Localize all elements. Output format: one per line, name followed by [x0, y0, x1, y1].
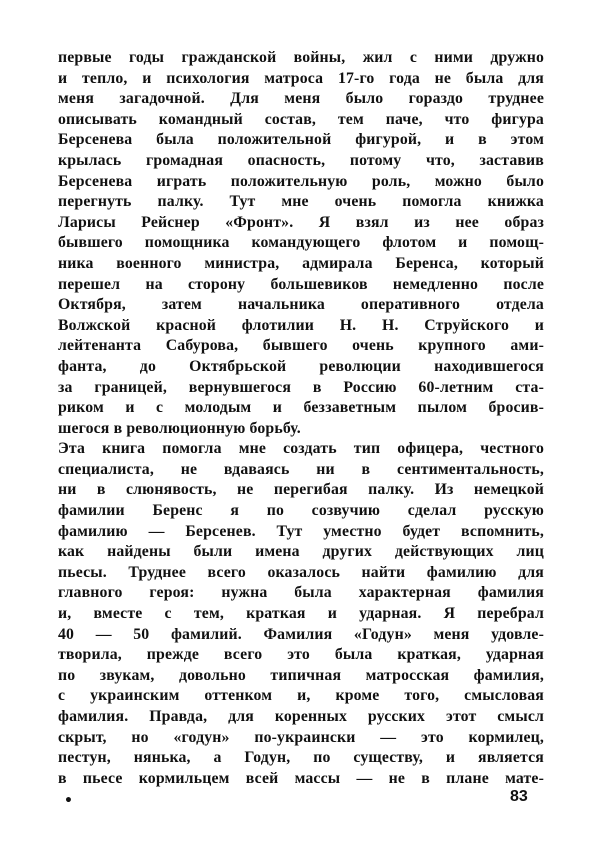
- text-line-30: творила, прежде всего это была краткая, ударная: [58, 646, 544, 664]
- text-line-22: ни в слюнявость, не перегибая палку. Из немецкой: [58, 481, 544, 499]
- text-line-20: Эта книга помогла мне создать тип офицера, честного: [58, 440, 544, 458]
- text-line-8: перегнуть палку. Тут мне очень помогла книжка: [58, 193, 544, 211]
- text-line-27: главного героя: нужна была характерная фамилия: [58, 584, 544, 602]
- text-line-7: Берсенева играть положительную роль, можно было: [58, 172, 544, 190]
- text-line-21: специалиста, не вдаваясь ни в сентиментальность,: [58, 460, 544, 478]
- text-line-24: фамилию — Берсенев. Тут уместно будет вспомнить,: [58, 522, 544, 540]
- text-line-36: в пьесе кормильцем всей массы — не в плане мате-: [58, 769, 544, 787]
- text-line-5: Берсенева была положительной фигурой, и в этом: [58, 131, 544, 149]
- text-line-3: меня загадочной. Для меня было гораздо труднее: [58, 90, 544, 108]
- text-line-31: по звукам, довольно типичная матросская фамилия,: [58, 666, 544, 684]
- text-line-25: как найдены были имена других действующих лиц: [58, 543, 544, 561]
- footer-bullet: •: [64, 793, 73, 809]
- text-line-4: описывать командный состав, тем паче, что фигура: [58, 110, 544, 128]
- text-line-12: перешел на сторону большевиков немедленно после: [58, 275, 544, 293]
- text-line-13: Октября, затем начальника оперативного отдела: [58, 296, 544, 314]
- text-line-33: фамилия. Правда, для коренных русских этот смысл: [58, 708, 544, 725]
- text-line-17: за границей, вернувшегося в Россию 60-летним ста-: [58, 378, 544, 396]
- text-line-10: бывшего помощника командующего флотом и помощ-: [58, 234, 544, 252]
- text-line-2: и тепло, и психология матроса 17-го года не была для: [58, 69, 544, 87]
- text-line-6: крылась громадная опасность, потому что, заставив: [58, 151, 544, 169]
- text-line-15: лейтенанта Сабурова, бывшего очень крупного ами-: [58, 337, 544, 355]
- text-line-16: фанта, до Октябрьской революции находившегося: [58, 357, 544, 375]
- text-line-9: Ларисы Рейснер «Фронт». Я взял из нее образ: [58, 213, 544, 231]
- text-line-1: первые годы гражданской войны, жил с ними дружно: [58, 49, 544, 66]
- body-text: [58, 48, 544, 789]
- text-line-32: с украинским оттенком и, кроме того, смысловая: [58, 687, 544, 705]
- text-line-14: Волжской красной флотилии Н. Н. Струйского и: [58, 316, 544, 334]
- text-line-34: скрыт, но «годун» по-украински — это кормилец,: [58, 728, 544, 746]
- text-line-11: ника военного министра, адмирала Беренса, который: [58, 254, 544, 272]
- text-line-28: и, вместе с тем, краткая и ударная. Я перебрал: [58, 605, 544, 623]
- text-line-19: шегося в революционную борьбу.: [58, 419, 301, 437]
- text-line-18: риком и с молодым и беззаветным пылом бросив-: [58, 399, 544, 417]
- text-line-23: фамилии Беренс я по созвучию сделал русскую: [58, 502, 544, 520]
- text-line-29: 40 — 50 фамилий. Фамилия «Годун» меня удовле-: [58, 625, 544, 643]
- page-number: 83: [510, 788, 528, 805]
- text-line-35: пестун, нянька, а Годун, по существу, и является: [58, 749, 544, 767]
- text-line-26: пьесы. Труднее всего оказалось найти фамилию для: [58, 563, 544, 581]
